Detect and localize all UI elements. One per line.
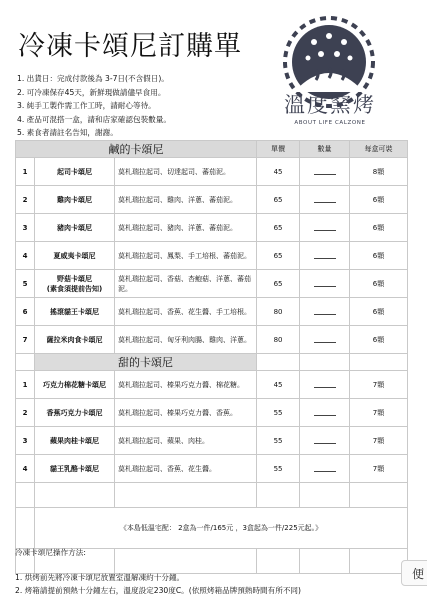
table-row	[16, 399, 408, 427]
quantity-field[interactable]	[300, 214, 350, 242]
box-capacity: 6顆	[350, 326, 408, 354]
box-capacity: 7顆	[350, 371, 408, 399]
quantity-blank[interactable]	[314, 463, 336, 472]
item-price: 55	[257, 455, 300, 483]
quantity-field[interactable]	[300, 427, 350, 455]
row-number: 1	[16, 371, 35, 399]
item-name: 香蕉巧克力卡頌尼	[35, 399, 115, 427]
item-name: 野菇卡頌尼 (素食須提前告知)	[35, 270, 115, 298]
quantity-blank[interactable]	[314, 435, 336, 444]
note-item: 1. 出貨日：完成付款後為 3-7日(不含假日)。	[17, 74, 169, 83]
item-price: 55	[257, 399, 300, 427]
quantity-blank[interactable]	[314, 334, 336, 343]
note-item: 4. 產品可混搭一盒，請和店家確認包裝數量。	[17, 114, 171, 124]
quantity-field[interactable]	[300, 455, 350, 483]
quantity-blank[interactable]	[314, 166, 336, 175]
usage-title: 冷凍卡頌尼操作方法:	[15, 548, 86, 557]
box-capacity: 6顆	[350, 186, 408, 214]
box-capacity: 6顆	[350, 270, 408, 298]
item-price: 65	[257, 186, 300, 214]
sweet-header: 甜的卡頌尼	[35, 354, 257, 371]
savory-rows	[16, 158, 408, 354]
limit-header: 每盒可裝	[350, 141, 408, 158]
quantity-blank[interactable]	[314, 194, 336, 203]
note-item: 3. 純手工製作需工作工時，請耐心等待。	[17, 101, 156, 111]
box-capacity: 7顆	[350, 455, 408, 483]
item-ingredients: 莫札瑞拉起司、匈牙利肉腸、雞肉、洋蔥。	[115, 326, 257, 354]
row-number: 6	[16, 298, 35, 326]
quantity-blank[interactable]	[314, 407, 336, 416]
usage-instructions	[15, 546, 301, 598]
item-ingredients: 莫札瑞拉起司、香蕉、花生醬、手工培根。	[115, 298, 257, 326]
table-row	[16, 270, 408, 298]
box-capacity: 7顆	[350, 427, 408, 455]
logo-subtitle: ABOUT LIFE CALZONE	[294, 120, 366, 126]
quantity-field[interactable]	[300, 242, 350, 270]
order-notes	[17, 72, 272, 140]
table-row	[16, 371, 408, 399]
item-name: 起司卡頌尼	[35, 158, 115, 186]
item-name: 雞肉卡頌尼	[35, 186, 115, 214]
sweet-rows	[16, 354, 408, 483]
quantity-field[interactable]	[300, 186, 350, 214]
box-capacity: 7顆	[350, 399, 408, 427]
item-name: 薩拉米肉食卡頌尼	[35, 326, 115, 354]
row-number: 1	[16, 158, 35, 186]
item-price: 65	[257, 214, 300, 242]
quantity-field[interactable]	[300, 371, 350, 399]
shipping-note: 《本島低溫宅配： 2盒為一件/165元 ，3盒起為一件/225元起。》	[35, 508, 408, 549]
item-price: 65	[257, 242, 300, 270]
table-row	[16, 242, 408, 270]
item-name: 貓王乳酪卡頌尼	[35, 455, 115, 483]
box-capacity: 6顆	[350, 242, 408, 270]
item-name: 豬肉卡頌尼	[35, 214, 115, 242]
table-row	[16, 214, 408, 242]
box-capacity: 6顆	[350, 298, 408, 326]
note-item: 2. 可冷凍保存45天，新鮮現做請儘早食用。	[17, 87, 166, 97]
item-ingredients: 莫札瑞拉起司、雞肉、洋蔥、蕃茄泥。	[115, 186, 257, 214]
item-name: 夏威夷卡頌尼	[35, 242, 115, 270]
row-number: 3	[16, 214, 35, 242]
row-number: 2	[16, 399, 35, 427]
savory-header: 鹹的卡頌尼	[16, 141, 257, 158]
item-price: 80	[257, 298, 300, 326]
table-row	[16, 186, 408, 214]
page-title: 冷凍卡頌尼訂購單	[18, 31, 242, 62]
table-row	[16, 158, 408, 186]
item-name: 搖滾貓王卡頌尼	[35, 298, 115, 326]
table-row	[16, 326, 408, 354]
item-ingredients: 莫札瑞拉起司、榛果巧克力醬、棉花糖。	[115, 371, 257, 399]
quantity-field[interactable]	[300, 270, 350, 298]
row-number: 3	[16, 427, 35, 455]
quantity-blank[interactable]	[314, 250, 336, 259]
row-number: 4	[16, 242, 35, 270]
floating-button[interactable]: 便	[401, 560, 427, 586]
item-ingredients: 莫札瑞拉起司、切達起司、蕃茄泥。	[115, 158, 257, 186]
quantity-blank[interactable]	[314, 306, 336, 315]
logo-text: 溫度窯烤	[284, 93, 376, 117]
order-table-wrap	[15, 140, 407, 574]
item-ingredients: 莫札瑞拉起司、香蕉、花生醬。	[115, 455, 257, 483]
item-ingredients: 莫札瑞拉起司、鳳梨、手工培根、蕃茄泥。	[115, 242, 257, 270]
item-price: 80	[257, 326, 300, 354]
row-number: 5	[16, 270, 35, 298]
quantity-blank[interactable]	[314, 222, 336, 231]
row-number: 4	[16, 455, 35, 483]
quantity-blank[interactable]	[314, 278, 336, 287]
item-ingredients: 莫札瑞拉起司、榛果巧克力醬、香蕉。	[115, 399, 257, 427]
qty-header: 數量	[300, 141, 350, 158]
box-capacity: 8顆	[350, 158, 408, 186]
item-ingredients: 莫札瑞拉起司、豬肉、洋蔥、蕃茄泥。	[115, 214, 257, 242]
order-table	[15, 140, 408, 574]
price-header: 單價	[257, 141, 300, 158]
quantity-field[interactable]	[300, 399, 350, 427]
item-ingredients: 莫札瑞拉起司、香菇、杏鮑菇、洋蔥、蕃茄泥。	[115, 270, 257, 298]
quantity-blank[interactable]	[314, 379, 336, 388]
quantity-field[interactable]	[300, 158, 350, 186]
item-name: 巧克力棉花糖卡頌尼	[35, 371, 115, 399]
item-price: 65	[257, 270, 300, 298]
table-row	[16, 298, 408, 326]
note-item: 5. 素食者請註名告知，謝謝。	[17, 128, 118, 138]
table-row	[16, 427, 408, 455]
usage-step: 2. 烤箱請提前預熱十分鐘左右，溫度設定230度C。(依照烤箱品牌預熱時間有所不同)	[15, 586, 301, 596]
item-ingredients: 莫札瑞拉起司、蘋果、肉桂。	[115, 427, 257, 455]
item-name: 蘋果肉桂卡頌尼	[35, 427, 115, 455]
table-row	[16, 455, 408, 483]
row-number: 2	[16, 186, 35, 214]
quantity-field[interactable]	[300, 298, 350, 326]
row-number: 7	[16, 326, 35, 354]
item-price: 45	[257, 371, 300, 399]
usage-step: 1. 烘烤前先將冷凍卡頌尼放置室溫解凍約十分鐘。	[15, 572, 185, 582]
item-price: 55	[257, 427, 300, 455]
item-price: 45	[257, 158, 300, 186]
box-capacity: 6顆	[350, 214, 408, 242]
quantity-field[interactable]	[300, 326, 350, 354]
